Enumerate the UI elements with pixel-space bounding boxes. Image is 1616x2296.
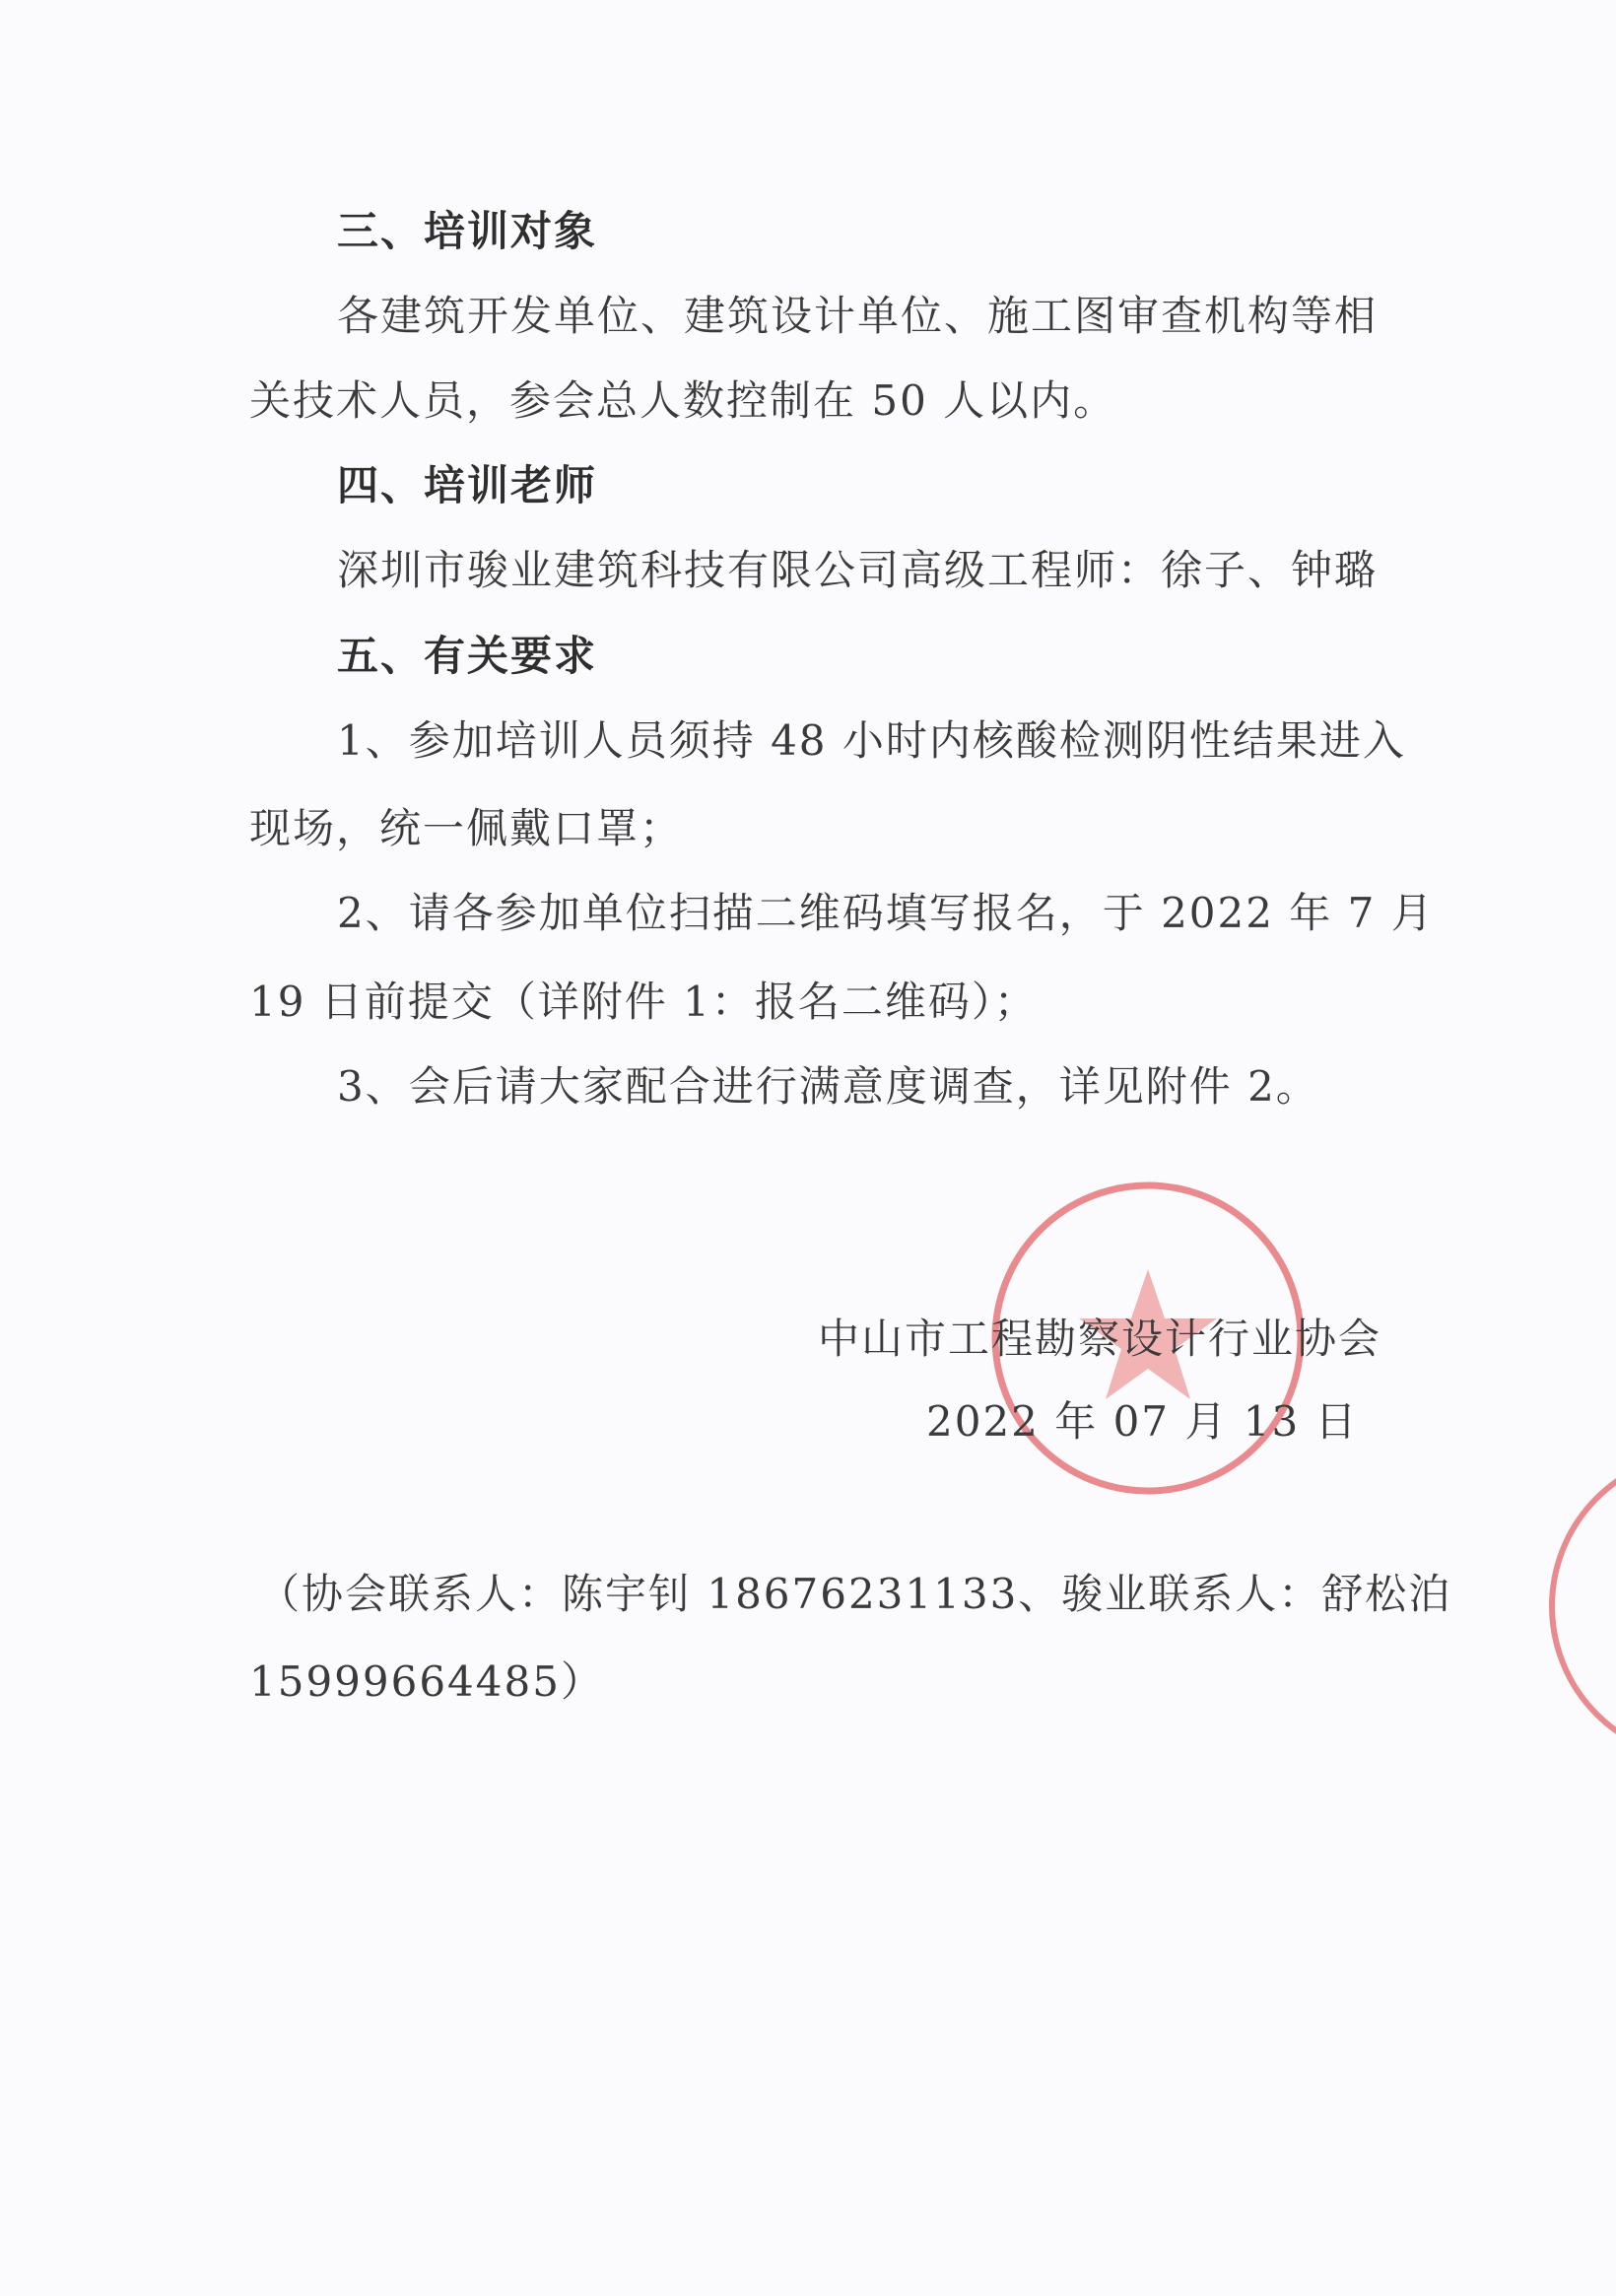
paragraph-line: 现场，统一佩戴口罩； [249, 804, 684, 852]
signature-date: 2022 年 07 月 13 日 [926, 1397, 1359, 1446]
paragraph-line: 1、参加培训人员须持 48 小时内核酸检测阴性结果进入 [337, 716, 1406, 765]
contact-line: （协会联系人：陈宇钊 18676231133、骏业联系人：舒松泊 [258, 1570, 1452, 1618]
section-heading: 四、培训老师 [337, 461, 598, 509]
paragraph-line: 关技术人员，参会总人数控制在 50 人以内。 [249, 376, 1117, 425]
paragraph-line: 各建筑开发单位、建筑设计单位、施工图审查机构等相 [337, 292, 1379, 340]
signature-org: 中山市工程勘察设计行业协会 [818, 1315, 1382, 1363]
section-heading: 三、培训对象 [337, 207, 598, 255]
partial-seal-stamp [1537, 1439, 1616, 1774]
paragraph-line: 3、会后请大家配合进行满意度调查，详见附件 2。 [337, 1062, 1319, 1111]
contact-line: 15999664485） [249, 1657, 604, 1706]
paragraph-line: 19 日前提交（详附件 1：报名二维码）； [249, 978, 1038, 1026]
paragraph-line: 2、请各参加单位扫描二维码填写报名，于 2022 年 7 月 [337, 889, 1435, 937]
section-heading: 五、有关要求 [337, 632, 598, 680]
paragraph-line: 深圳市骏业建筑科技有限公司高级工程师：徐子、钟璐 [337, 546, 1379, 594]
